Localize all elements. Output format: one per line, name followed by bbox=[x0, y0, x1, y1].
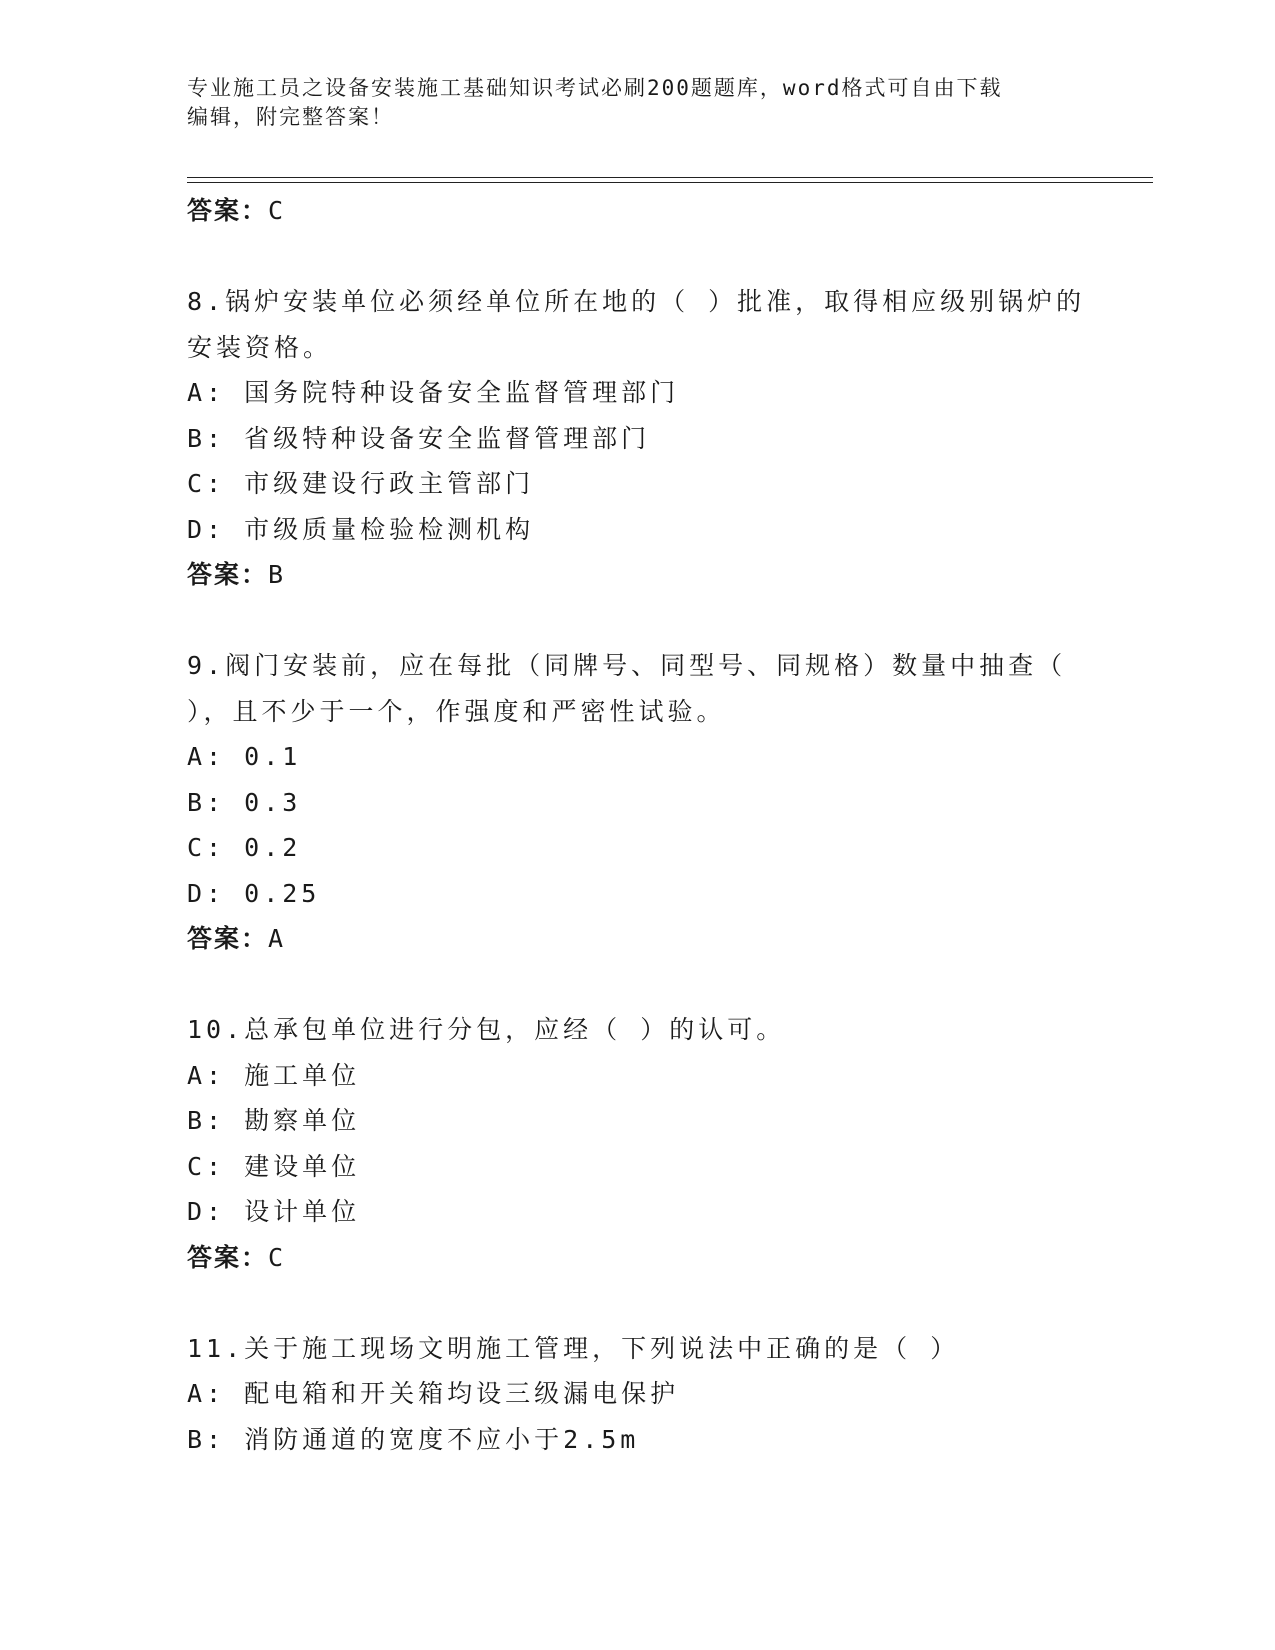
answer-value: C bbox=[268, 1242, 286, 1272]
question-stem: 9.阀门安装前，应在每批（同牌号、同型号、同规格）数量中抽查（ bbox=[187, 651, 1067, 680]
question-stem-continued: 安装资格。 bbox=[187, 332, 333, 362]
answer-label: 答案： bbox=[187, 1242, 269, 1272]
document-header bbox=[187, 74, 1087, 132]
option-d: D: 设计单位 bbox=[187, 1197, 361, 1226]
header-divider-top bbox=[187, 177, 1153, 178]
header-divider-bottom bbox=[187, 182, 1153, 183]
answer-label: 答案： bbox=[187, 924, 269, 953]
option-a: A: 配电箱和开关箱均设三级漏电保护 bbox=[187, 1379, 680, 1408]
question-list bbox=[187, 188, 1147, 1462]
option-b: B: 消防通道的宽度不应小于2.5m bbox=[187, 1424, 640, 1454]
answer bbox=[187, 916, 1147, 962]
header-title-line-1: 专业施工员之设备安装施工基础知识考试必刷200题题库，word格式可自由下载 bbox=[187, 76, 1003, 100]
option-a: A: 国务院特种设备安全监督管理部门 bbox=[187, 378, 680, 407]
question-stem-continued: ），且不少于一个，作强度和严密性试验。 bbox=[187, 696, 726, 726]
spacer bbox=[187, 234, 1147, 280]
answer-label: 答案： bbox=[187, 560, 269, 589]
answer-value: A bbox=[268, 924, 286, 953]
option-a: A: 施工单位 bbox=[187, 1060, 361, 1090]
answer-value: C bbox=[268, 196, 286, 225]
option-c: C: 市级建设行政主管部门 bbox=[187, 469, 535, 498]
previous-answer bbox=[187, 188, 1147, 234]
option-c: C: 0.2 bbox=[187, 833, 302, 862]
question-11 bbox=[187, 1326, 1147, 1463]
spacer bbox=[187, 1280, 1147, 1326]
answer-value: B bbox=[268, 560, 286, 589]
question-stem: 11.关于施工现场文明施工管理，下列说法中正确的是（ ） bbox=[187, 1333, 960, 1363]
answer bbox=[187, 552, 1147, 598]
option-b: B: 勘察单位 bbox=[187, 1106, 361, 1135]
question-8 bbox=[187, 279, 1147, 598]
question-stem: 10.总承包单位进行分包，应经（ ）的认可。 bbox=[187, 1015, 786, 1044]
option-b: B: 0.3 bbox=[187, 787, 302, 817]
spacer bbox=[187, 598, 1147, 644]
option-d: D: 0.25 bbox=[187, 878, 321, 908]
header-title-line-2: 编辑，附完整答案！ bbox=[187, 105, 394, 129]
question-10 bbox=[187, 1007, 1147, 1280]
option-b: B: 省级特种设备安全监督管理部门 bbox=[187, 423, 651, 453]
answer-label: 答案： bbox=[187, 196, 269, 225]
question-stem: 8.锅炉安装单位必须经单位所在地的（ ）批准，取得相应级别锅炉的 bbox=[187, 287, 1086, 316]
spacer bbox=[187, 962, 1147, 1008]
question-9 bbox=[187, 643, 1147, 962]
option-d: D: 市级质量检验检测机构 bbox=[187, 514, 535, 544]
option-c: C: 建设单位 bbox=[187, 1151, 361, 1181]
answer bbox=[187, 1235, 1147, 1281]
option-a: A: 0.1 bbox=[187, 742, 302, 771]
